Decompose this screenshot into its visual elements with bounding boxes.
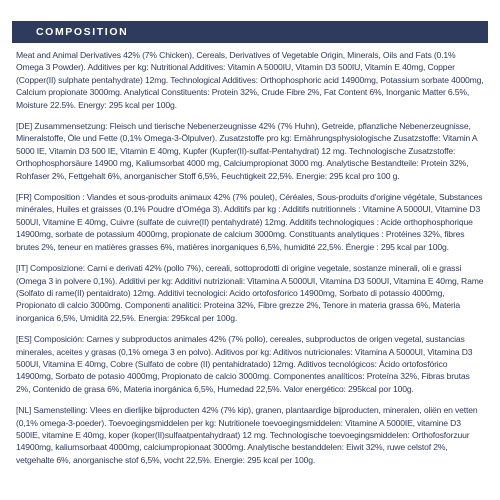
composition-text-es: [ES] Composición: Carnes y subproductos animales 42% (7% pollo), cereales, subproductos de origen vegetal, sustancias minerales, aceites y grasas (0,1% omega 3 en polvo). Aditivos por kg: Aditivos nutricionales: Vitamina A 5000UI, Vitamina D3 500UI, Vitamina E 40mg, Cobre (Sulfato de cobre (II) pentahidratado) 12mg. Aditivos tecnológicos: Ácido ortofosfórico 14900mg, Sorbato de potasio 4000mg, Propionato de calcio 3000mg. Componentes analíticos: Proteína 32%, Fibras brutas 2%, Contenido de grasa 6%, Materia inorgánica 6,5%, Humedad 22,5%. Valor energético: 295kcal por 100g. bbox=[16, 334, 473, 394]
composition-block-en bbox=[16, 49, 484, 111]
composition-text-fr: [FR] Composition : Viandes et sous-produits animaux 42% (7% poulet), Céréales, Sous-produits d'origine végétale, Substances minérales, Huiles et graisses (0.1% Poudre d'Oméga 3). Additifs par kg : Additifs nutritionnels : Vitamine A 5000UI, Vitamine D3 500UI, Vitamine E 40mg, Cuivre (sulfate de cuivre(II) pentahydraté) 12mg. Additifs technologiques : Acide orthophosphorique 14900mg, sorbate de potassium 4000mg, propionate de calcium 3000mg. Constituants analytiques : Protéines 32%, fibres brutes 2%, teneur en matières grasses 6%, matières inorganiques 6,5%, humidité 22,5%. Énergie : 295 kcal par 100g. bbox=[16, 192, 483, 252]
composition-block-nl bbox=[16, 404, 484, 466]
composition-title: COMPOSITION bbox=[36, 26, 129, 38]
composition-text-nl: [NL] Samenstelling: Vlees en dierlijke bijproducten 42% (7% kip), granen, plantaardige bijproducten, mineralen, oliën en vetten (0,1% omega-3-poeder). Toevoegingsmiddelen per kg: Nutritionele toevoegingsmiddelen: Vitamine A 5000IE, vitamine D3 500IE, vitamine E 40mg, koper (koper(II)sulfaatpentahydraat) 12 mg. Technologische toevoegingsmiddelen: Orthofosforzuur 14900mg, kaliumsorbaat 4000mg, calciumpropionaat 3000mg. Analytische bestanddelen: Eiwit 32%, ruwe celstof 2%, vetgehalte 6%, anorganische stof 6,5%, vocht 22,5%. Energie: 295 kcal per 100g. bbox=[16, 405, 478, 465]
composition-block-de bbox=[16, 120, 484, 182]
composition-header-bar bbox=[12, 21, 488, 43]
composition-block-it bbox=[16, 262, 484, 324]
composition-block-es bbox=[16, 333, 484, 395]
composition-text-it: [IT] Composizione: Carni e derivati 42% (pollo 7%), cereali, sottoprodotti di origine vegetale, sostanze minerali, oli e grassi (Omega 3 in polvere 0,1%). Additivi per kg: Additivi nutrizionali: Vitamina A 5000UI, Vitamina D3 500UI, Vitamina E 40mg, Rame (Solfato di rame(II) pentaidrato) 12mg. Additivi tecnologici: Acido ortofosforico 14900mg, Sorbato di potassio 4000mg, Propionato di calcio 3000mg. Componenti analitici: Proteina 32%, Fibre grezze 2%, Tenore in materia grassa 6%, Materia inorganica 6,5%, Umidità 22,5%. Energia: 295kcal per 100g. bbox=[16, 263, 484, 323]
composition-text-de: [DE] Zusammensetzung: Fleisch und tierische Nebenerzeugnisse 42% (7% Huhn), Getreide, pflanzliche Nebenerzeugnisse, Mineralstoffe, Öle und Fette (0,1% Omega-3-Ölpulver). Zusatzstoffe pro kg: Ernährungsphysiologische Zusatzstoffe: Vitamin A 5000 IE, Vitamin D3 500 IE, Vitamin E 40mg, Kupfer (Kupfer(II)-sulfat-Pentahydrat) 12 mg. Technologische Zusatzstoffe: Orthophosphorsäure 14900 mg, Kaliumsorbat 4000 mg, Calciumpropionat 3000 mg. Analytische Bestandteile: Protein 32%, Rohfaser 2%, Fettgehalt 6%, anorganischer Stoff 6,5%, Feuchtigkeit 22,5%. Energie: 295 kcal pro 100 g. bbox=[16, 121, 477, 181]
composition-text-en: Meat and Animal Derivatives 42% (7% Chicken), Cereals, Derivatives of Vegetable Origin, Minerals, Oils and Fats (0.1% Omega 3 Powder). Additives per kg: Nutritional Additives: Vitamin A 5000IU, Vitamin D3 500IU, Vitamin E 40mg, Copper (Copper(II) sulphate pentahydrate) 12mg. Technological Additives: Orthophosphoric acid 14900mg, Potassium sorbate 4000mg, Calcium propionate 3000mg. Analytical Constituents: Protein 32%, Crude Fibre 2%, Fat Content 6%, Inorganic Matter 6.5%, Moisture 22.5%. Energy: 295 kcal per 100g. bbox=[16, 50, 484, 110]
composition-block-fr bbox=[16, 191, 484, 253]
composition-content bbox=[12, 43, 488, 466]
